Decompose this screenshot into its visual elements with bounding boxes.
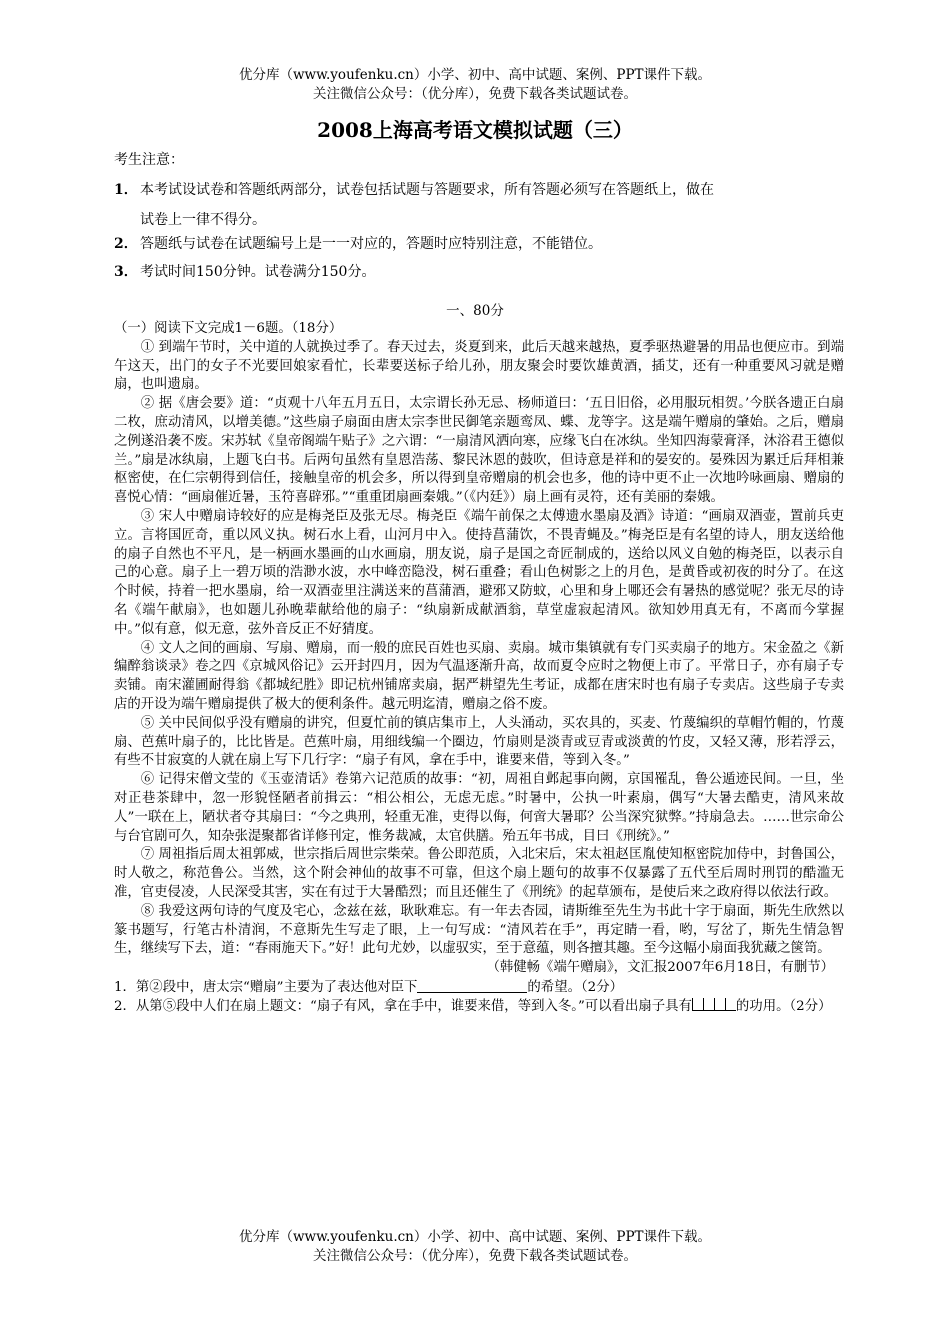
notice-num: 1．	[114, 182, 138, 198]
section-heading: 一、80分	[446, 303, 504, 319]
notice-num: 3．	[114, 264, 138, 280]
question-2	[114, 998, 844, 1017]
question-text: 1．第②段中，唐太宗“赠扇”主要为了表达他对臣下	[114, 979, 418, 995]
footer-line-1: 优分库（www.youfenku.cn）小学、初中、高中试题、案例、PPT课件下载。	[238, 1229, 712, 1245]
paragraph: ② 据《唐会要》道：“贞观十八年五月五日，太宗谓长孙无忌、杨师道曰：‘五日旧俗，必用服玩相贺。’今朕各遗正白扇二枚，庶动清风，以增美德。”这些扇子扇面由唐太宗李世民御笔亲题鸾凤、蝶、龙等字。这是端午赠扇的肇始。之后，赠扇之例遂沿袭不废。宋苏轼《皇帝阁端午贴子》之六谓：“一扇清风洒向寒，应缘飞白在冰纨。坐知四海蒙膏泽，沐浴君王德似兰。”扇是冰纨扇，上题飞白书。后两句虽然有皇恩浩荡、黎民沐恩的鼓吹，但诗意是祥和的晏安的。晏殊因为累迁后拜相兼枢密使，在仁宗朝得到信任，接触皇帝的机会多，所以得到皇帝赠扇的机会也多，他的诗中更不止一次地吟咏画扇、赠扇的喜悦心情：“画扇催近暑，玉符喜辟邪。”“重重团扇画秦娥。”（《内廷》）扇上画有灵符，还有美丽的秦娥。	[114, 396, 844, 506]
paragraph: ④ 文人之间的画扇、写扇、赠扇，而一般的庶民百姓也买扇、卖扇。城市集镇就有专门买卖扇子的地方。宋金盈之《新编醉翁谈录》卷之四《京城风俗记》云开封四月，因为气温逐渐升高，故而夏令应时之物便上市了。平常日子，亦有扇子专卖铺。南宋灌圃耐得翁《都城纪胜》即记杭州铺席卖扇，据严耕望先生考证，成都在唐宋时也有扇子专卖店。这些扇子专卖店的开设为端午赠扇提供了极大的便利条件。越元明迄清，赠扇之俗不废。	[114, 640, 844, 712]
header-line-2: 关注微信公众号：（优分库），免费下载各类试题试卷。	[313, 86, 637, 102]
notice-item-2	[114, 234, 844, 254]
answer-blank[interactable]	[417, 978, 527, 993]
sub-heading: （一）阅读下文完成1－6题。（18分）	[114, 321, 343, 336]
notice-text: 答题纸与试卷在试题编号上是一一对应的，答题时应特别注意，不能错位。	[140, 236, 602, 252]
notice-heading: 考生注意：	[114, 152, 184, 168]
header-line-1: 优分库（www.youfenku.cn）小学、初中、高中试题、案例、PPT课件下载。	[238, 67, 712, 83]
notice-text: 考试时间150分钟。试卷满分150分。	[140, 264, 376, 280]
paragraph: ⑧ 我爱这两句诗的气度及宅心，念兹在兹，耿耿难忘。有一年去杏园，请斯维至先生为书此十字于扇面，斯先生欣然以篆书题写，行笔古朴清润，不意斯先生写走了眼，上一句写成：“清风若在手”，再定睛一看，哟，写岔了，斯先生情急智生，继续写下去，道：“春雨施天下。”好！此句尤妙，以虚驭实，至于意蕴，则各擅其趣。至今这幅小扇面我犹藏之箧笥。	[114, 903, 844, 957]
question-1	[114, 978, 844, 998]
notice-text-cont: 试卷上一律不得分。	[140, 212, 266, 228]
article-source: （韩健畅《端午赠扇》，文汇报2007年6月18日，有删节）	[486, 960, 834, 976]
paragraph: ⑤ 关中民间似乎没有赠扇的讲究，但夏忙前的镇店集市上，人头涌动，买农具的，买麦、竹蔑编织的草帽竹帽的，竹蔑扇、芭蕉叶扇子的，比比皆是。芭蕉叶扇，用细线编一个圈边，竹扇则是淡青或豆青或淡黄的竹皮，又轻又薄，形若浮云，有些不甘寂寞的人就在扇上写下几行字：“扇子有风，拿在手中，谁要来借，等到入冬。”	[114, 715, 844, 769]
question-text: 2．从第⑤段中人们在扇上题文：“扇子有风，拿在手中，谁要来借，等到入冬。”可以看出扇子具有	[114, 998, 692, 1014]
notice-num: 2．	[114, 236, 138, 252]
footer-line-2: 关注微信公众号：（优分库），免费下载各类试题试卷。	[313, 1248, 637, 1264]
paragraph: ③ 宋人中赠扇诗较好的应是梅尧臣及张无尽。梅尧臣《端午前保之太傅遗水墨扇及酒》诗道：“画扇双酒壶，置前兵吏立。言将国匠奇，重以风义执。树石水上看，山河月中入。使持菖蒲饮，不畏青蝇及。”梅尧臣是有名望的诗人，朋友送给他的扇子自然也不平凡，是一柄画水墨画的山水画扇，朋友说，扇子是国之奇匠制成的，送给以风义自勉的梅尧臣，以表示自己的心意。扇子上一碧万顷的浩渺水波，水中峰峦隐没，树石重叠；看山色树影之上的月色，是黄昏或初夜的时分了。在这个时候，持着一把水墨扇，给一双酒壶里注满送来的菖蒲酒，避邪又防蚊，心里和身上哪还会有暑热的感觉呢？张无尽的诗名《端午献扇》，也如题儿孙晚辈献给他的扇子：“纨扇新成献酒翁，草堂虚寂起清风。欲知妙用真无有，不离而今掌握中。”似有意，似无意，弦外音反正不好猜度。	[114, 508, 844, 637]
answer-boxes[interactable]	[692, 998, 736, 1011]
page-header	[0, 66, 950, 104]
paragraph: ⑦ 周祖指后周太祖郭威，世宗指后周世宗柴荣。鲁公即范质，入北宋后，宋太祖赵匡胤使知枢密院加侍中，封鲁国公，时人敬之，称范鲁公。当然，这个附会神仙的故事不可靠，但这个扇上题句的故事不仅暴露了五代至后周时刑罚的酷滥无准，官吏侵凌，人民深受其害，实在有过于大暑酷烈；而且还催生了《刑统》的起草颁布，是使后来之政府得以依法行政。	[114, 847, 844, 900]
question-text: 的功用。（2分）	[735, 998, 832, 1014]
notice-item-3	[114, 262, 844, 282]
paragraph: ① 到端午节时，关中道的人就换过季了。春天过去，炎夏到来，此后天越来越热，夏季驱热避暑的用品也便应市。到端午这天，出门的女子不光要回娘家看忙，长辈要送标子给儿孙，朋友聚会时要饮雄黄酒，插艾，还有一种重要风习就是赠扇，也叫遗扇。	[114, 339, 844, 393]
page-footer	[0, 1228, 950, 1266]
exam-title: 2008上海高考语文模拟试题（三）	[317, 118, 633, 142]
notice-item-1	[114, 180, 844, 230]
paragraph: ⑥ 记得宋僧文莹的《玉壶清话》卷第六记范质的故事：“初，周祖自邺起事向阙，京国罹乱，鲁公遁迹民间。一旦，坐对正巷茶肆中，忽一形貌怪陋者前揖云：“相公相公，无虑无虑。”时暑中，公执一叶素扇，偶写“大暑去酷吏，清风来故人”一联在上，陋状者夺其扇曰：“今之典刑，轻重无准，吏得以侮，何啻大暑耶？公当深究狱弊。”持扇急去。……世宗命公与台官剧可久，知杂张湜聚都省详修刊定，惟务裁减，太官供膳。殆五年书成，目曰《刑统》。”	[114, 772, 844, 844]
question-text: 的希望。（2分）	[527, 979, 623, 995]
reading-section	[114, 320, 844, 1016]
notice-text: 本考试设试卷和答题纸两部分，试卷包括试题与答题要求，所有答题必须写在答题纸上，做在	[140, 182, 714, 198]
